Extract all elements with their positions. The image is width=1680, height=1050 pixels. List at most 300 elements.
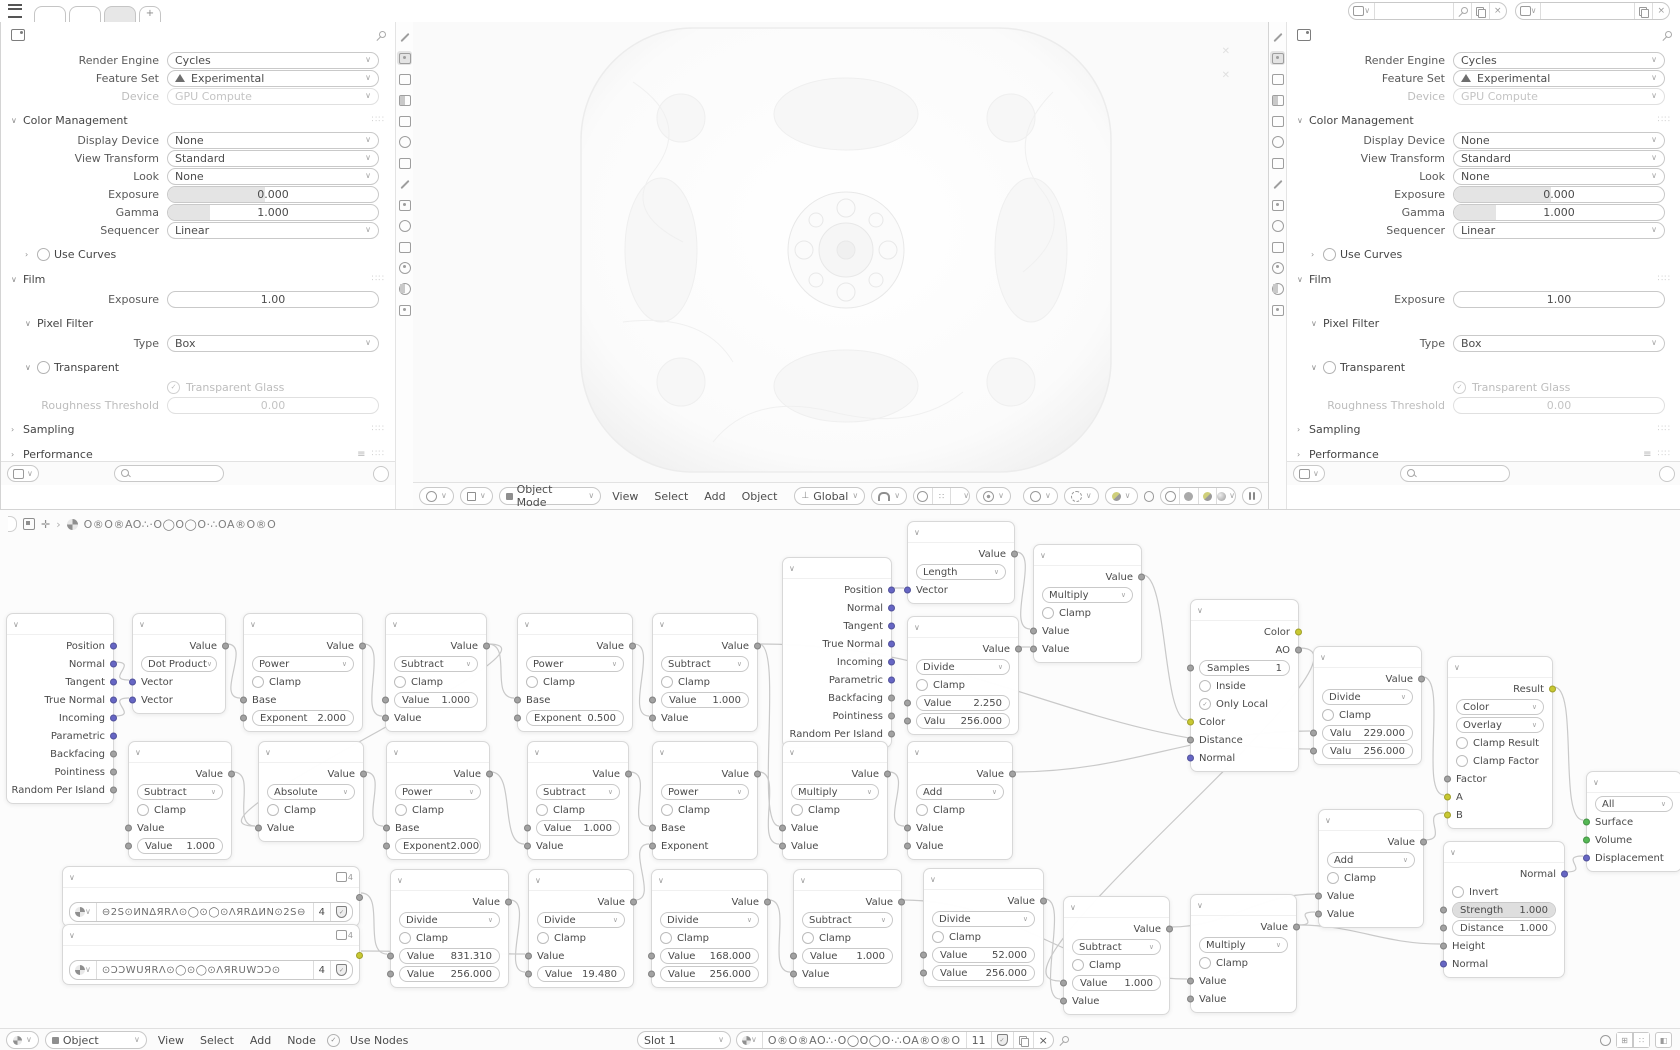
look-field[interactable]: [167, 168, 379, 185]
node-header[interactable]: [924, 869, 1043, 890]
node-header[interactable]: [908, 522, 1014, 543]
chevron-down-icon[interactable]: ∨: [963, 491, 970, 500]
collapse-icon[interactable]: ∨: [1040, 550, 1046, 560]
transparent-checkbox[interactable]: [37, 361, 50, 374]
output-socket[interactable]: [110, 733, 117, 740]
output-socket[interactable]: [888, 695, 895, 702]
value-value-field[interactable]: [537, 966, 625, 982]
properties-tab-world[interactable]: [1270, 135, 1285, 149]
divide-select[interactable]: [537, 912, 625, 928]
render-engine-field[interactable]: [1453, 52, 1665, 69]
valu-value-field[interactable]: [1322, 743, 1413, 759]
input-socket[interactable]: [382, 715, 389, 722]
clamp-checkbox[interactable]: [791, 804, 803, 816]
collapse-icon[interactable]: ∨: [1070, 902, 1076, 912]
node-header[interactable]: [1314, 647, 1421, 668]
gamma-field[interactable]: [1453, 204, 1665, 221]
clamp-checkbox[interactable]: [661, 804, 673, 816]
view-layer-name-field[interactable]: [1541, 3, 1635, 19]
node-header[interactable]: [1319, 810, 1423, 831]
collapse-icon[interactable]: ∨: [535, 875, 541, 885]
properties-tab-constraints[interactable]: [1270, 240, 1285, 254]
input-socket[interactable]: [1583, 837, 1590, 844]
clamp-checkbox[interactable]: [399, 932, 411, 944]
properties-tab-texture[interactable]: [397, 303, 412, 317]
input-socket[interactable]: [1187, 719, 1194, 726]
overlay-toggle-icon[interactable]: ◧: [1655, 1032, 1672, 1048]
collapse-icon[interactable]: ∨: [789, 563, 795, 573]
inside-checkbox[interactable]: [1199, 680, 1211, 692]
slot-selector[interactable]: Slot 1 ∨: [637, 1031, 731, 1049]
input-socket[interactable]: [129, 697, 136, 704]
node-header[interactable]: [1034, 545, 1141, 566]
properties-tab-constraints[interactable]: [397, 240, 412, 254]
input-socket[interactable]: [514, 715, 521, 722]
node-sub3[interactable]: [793, 869, 902, 988]
length-select[interactable]: [916, 564, 1006, 580]
output-socket[interactable]: [898, 899, 905, 906]
collapse-icon[interactable]: ∨: [1197, 900, 1203, 910]
collapse-icon[interactable]: ∨: [1454, 662, 1460, 672]
clamp-checkbox[interactable]: [395, 804, 407, 816]
properties-tab-scene[interactable]: [397, 114, 412, 128]
output-socket[interactable]: [483, 643, 490, 650]
exponent-value-field[interactable]: [526, 710, 624, 726]
properties-tab-world[interactable]: [397, 135, 412, 149]
input-socket[interactable]: [1440, 907, 1447, 914]
node-len1[interactable]: [907, 521, 1015, 604]
clamp-checkbox[interactable]: [537, 932, 549, 944]
section-header-pixel-filter[interactable]: [1311, 314, 1671, 332]
properties-tab-render[interactable]: [397, 51, 412, 65]
transparent-glass-checkbox[interactable]: [1453, 379, 1665, 395]
node-header[interactable]: [653, 742, 757, 763]
properties-tab-render[interactable]: [1270, 51, 1285, 65]
collapse-icon[interactable]: ∨: [914, 527, 920, 537]
input-socket[interactable]: [1315, 911, 1322, 918]
input-socket[interactable]: [1187, 665, 1194, 672]
output-socket[interactable]: [888, 659, 895, 666]
output-socket[interactable]: [884, 771, 891, 778]
collapse-icon[interactable]: ∨: [914, 622, 920, 632]
properties-tab-particles[interactable]: [1270, 198, 1285, 212]
input-socket[interactable]: [383, 825, 390, 832]
subtract-select[interactable]: [802, 912, 893, 928]
workspace-tab-active[interactable]: [104, 6, 136, 22]
input-socket[interactable]: [1444, 794, 1451, 801]
input-socket[interactable]: [1444, 812, 1451, 819]
input-socket[interactable]: [920, 970, 927, 977]
output-socket[interactable]: [110, 751, 117, 758]
node-header[interactable]: [259, 742, 363, 763]
fake-user-shield-icon[interactable]: ✓: [992, 1032, 1014, 1048]
node-header[interactable]: [63, 925, 359, 946]
multiply-select[interactable]: [791, 784, 879, 800]
input-socket[interactable]: [904, 718, 911, 725]
snap-grid-icon[interactable]: ∷: [933, 488, 952, 504]
input-socket[interactable]: [648, 953, 655, 960]
options-button[interactable]: [1659, 466, 1675, 482]
fake-user-shield-icon[interactable]: ✓: [331, 903, 352, 921]
node-header[interactable]: [794, 870, 901, 891]
input-socket[interactable]: [649, 697, 656, 704]
value-value-field[interactable]: [536, 820, 620, 836]
input-socket[interactable]: [129, 679, 136, 686]
power-select[interactable]: [526, 656, 624, 672]
use-curves-checkbox[interactable]: [1323, 248, 1336, 261]
overlay-select[interactable]: [1456, 717, 1544, 733]
input-socket[interactable]: [525, 971, 532, 978]
input-socket[interactable]: [383, 843, 390, 850]
editor-type-button[interactable]: ∨: [419, 487, 454, 505]
snap-rotate-icon[interactable]: [914, 488, 933, 504]
editor-type-button[interactable]: ∨: [7, 465, 39, 482]
pin-icon[interactable]: [1662, 31, 1671, 40]
collapse-icon[interactable]: ∨: [139, 619, 145, 629]
output-socket[interactable]: [1293, 924, 1300, 931]
users-count[interactable]: 4: [314, 961, 331, 979]
node-header[interactable]: [908, 617, 1018, 638]
output-socket[interactable]: [1418, 676, 1425, 683]
shader-node-editor[interactable]: [0, 509, 1680, 1050]
output-socket[interactable]: [110, 679, 117, 686]
add-workspace-button[interactable]: +: [139, 6, 161, 22]
node-header[interactable]: [783, 558, 891, 579]
node-header[interactable]: [244, 614, 362, 635]
scene-name-field[interactable]: [1375, 3, 1454, 19]
properties-tab-modifiers[interactable]: [1270, 177, 1285, 191]
menu-select[interactable]: Select: [199, 1033, 234, 1047]
output-socket[interactable]: [888, 623, 895, 630]
collapse-icon[interactable]: ∨: [69, 872, 75, 882]
node-add2[interactable]: [1318, 809, 1424, 928]
output-socket[interactable]: [1295, 647, 1302, 654]
node-sub4[interactable]: [1063, 896, 1170, 1015]
input-socket[interactable]: [1310, 748, 1317, 755]
input-socket[interactable]: [240, 697, 247, 704]
input-socket[interactable]: [904, 587, 911, 594]
material-datablock[interactable]: [736, 1031, 1054, 1049]
type-field[interactable]: [167, 335, 379, 352]
render-pause-button[interactable]: [1242, 487, 1262, 505]
material-icon[interactable]: ∨: [70, 903, 97, 921]
samples-value-field[interactable]: [1199, 660, 1290, 676]
properties-tab-object-data[interactable]: [1270, 261, 1285, 275]
collapse-icon[interactable]: ∨: [914, 747, 920, 757]
node-r2b[interactable]: [258, 741, 364, 842]
node-bump[interactable]: [1443, 841, 1565, 978]
datablock-name-field[interactable]: ⊙ƆƆWUЯRΛ⊙◯⊙◯⊙ΛЯRUWƆƆ⊙: [97, 961, 314, 979]
divide-select[interactable]: [932, 911, 1035, 927]
clamp-checkbox[interactable]: [1327, 872, 1339, 884]
node-header[interactable]: [1448, 657, 1552, 678]
menu-add[interactable]: Add: [704, 489, 726, 503]
options-button[interactable]: [373, 466, 389, 482]
properties-tab-output[interactable]: [397, 72, 412, 86]
properties-tab-scene[interactable]: [1270, 114, 1285, 128]
output-socket[interactable]: [110, 769, 117, 776]
output-socket[interactable]: [629, 643, 636, 650]
shader-type-selector[interactable]: Object ∨: [45, 1031, 147, 1049]
only-local-checkbox[interactable]: ✓: [1199, 698, 1211, 710]
node-header[interactable]: [1191, 895, 1296, 916]
interaction-mode-icon[interactable]: ∨: [460, 487, 493, 505]
menu-object[interactable]: Object: [741, 489, 778, 503]
node-header[interactable]: [1064, 897, 1169, 918]
node-mout[interactable]: [1586, 771, 1680, 872]
clamp-checkbox[interactable]: [916, 679, 928, 691]
output-socket[interactable]: [888, 587, 895, 594]
copy-icon[interactable]: [1014, 1032, 1034, 1048]
clamp-checkbox[interactable]: [1072, 959, 1084, 971]
output-socket[interactable]: [222, 643, 229, 650]
input-socket[interactable]: [649, 843, 656, 850]
divide-select[interactable]: [916, 659, 1010, 675]
section-header-color-management[interactable]: [11, 111, 385, 129]
pin-icon[interactable]: [1454, 3, 1472, 19]
input-socket[interactable]: [779, 825, 786, 832]
shading-rendered-icon[interactable]: ∨: [1217, 488, 1235, 504]
section-header-pixel-filter[interactable]: [25, 314, 385, 332]
output-socket[interactable]: [1011, 551, 1018, 558]
collapse-icon[interactable]: ∨: [658, 875, 664, 885]
look-field[interactable]: [1453, 168, 1665, 185]
output-socket[interactable]: [1166, 926, 1173, 933]
collapse-icon[interactable]: ∨: [659, 619, 665, 629]
node-r2e[interactable]: [652, 741, 758, 860]
invert-checkbox[interactable]: [1452, 886, 1464, 898]
collapse-icon[interactable]: ∨: [13, 619, 19, 629]
output-socket[interactable]: [1561, 871, 1568, 878]
exponent-value-field[interactable]: [395, 838, 481, 854]
clamp-checkbox[interactable]: [932, 931, 944, 943]
properties-tab-tool[interactable]: [1270, 30, 1285, 44]
pin-icon[interactable]: [1059, 1036, 1068, 1045]
section-header-film[interactable]: [1297, 270, 1671, 288]
add-select[interactable]: [1327, 852, 1415, 868]
node-header[interactable]: [133, 614, 225, 635]
snap-element-group[interactable]: [1616, 1032, 1650, 1048]
node-header[interactable]: [129, 742, 231, 763]
close-icon[interactable]: ×: [1038, 1033, 1048, 1047]
editor-type-button[interactable]: [8, 516, 17, 532]
view-transform-field[interactable]: [167, 150, 379, 167]
workspace-tab[interactable]: [34, 6, 66, 22]
node-script1[interactable]: [62, 866, 360, 927]
output-socket[interactable]: [764, 899, 771, 906]
power-select[interactable]: [395, 784, 481, 800]
input-socket[interactable]: [904, 825, 911, 832]
exposure-field[interactable]: [167, 186, 379, 203]
output-socket[interactable]: [110, 715, 117, 722]
section-header-use-curves[interactable]: [1311, 245, 1671, 263]
output-socket[interactable]: [1009, 771, 1016, 778]
properties-tab-object[interactable]: [397, 156, 412, 170]
users-count[interactable]: 4: [314, 903, 331, 921]
output-socket[interactable]: [888, 641, 895, 648]
use-nodes-checkbox[interactable]: ✓ Use Nodes: [327, 1034, 409, 1047]
node-d168[interactable]: [651, 869, 768, 988]
collapse-icon[interactable]: ∨: [1450, 847, 1456, 857]
transform-orientation[interactable]: ⊥ Global ∨: [794, 487, 865, 505]
clamp-checkbox[interactable]: [526, 676, 538, 688]
subtract-select[interactable]: [536, 784, 620, 800]
properties-tab-material[interactable]: [1270, 282, 1285, 296]
properties-tab-physics[interactable]: [397, 219, 412, 233]
input-socket[interactable]: [387, 971, 394, 978]
node-canvas[interactable]: [0, 510, 1680, 1029]
node-r2d[interactable]: [527, 741, 629, 860]
view-layer-icon[interactable]: ∨: [1516, 3, 1542, 19]
sequencer-field[interactable]: [1453, 222, 1665, 239]
input-socket[interactable]: [1310, 730, 1317, 737]
output-socket[interactable]: [1295, 629, 1302, 636]
collapse-icon[interactable]: ∨: [69, 930, 75, 940]
material-users-count[interactable]: 11: [967, 1032, 992, 1048]
clamp-checkbox[interactable]: [1322, 709, 1334, 721]
shading-material-icon[interactable]: [1199, 488, 1218, 504]
clamp-checkbox[interactable]: [252, 676, 264, 688]
output-socket[interactable]: [110, 787, 117, 794]
output-socket[interactable]: [888, 731, 895, 738]
value-value-field[interactable]: [1072, 975, 1161, 991]
node-header[interactable]: [391, 870, 508, 891]
output-socket[interactable]: [110, 661, 117, 668]
collapse-icon[interactable]: ∨: [392, 619, 398, 629]
display-device-field[interactable]: [167, 132, 379, 149]
output-socket[interactable]: [228, 771, 235, 778]
clamp-checkbox[interactable]: [394, 676, 406, 688]
input-socket[interactable]: [1060, 980, 1067, 987]
grid-snap-icon[interactable]: ⊞: [1616, 1032, 1633, 1048]
collapse-icon[interactable]: ∨: [1320, 652, 1326, 662]
input-socket[interactable]: [1187, 996, 1194, 1003]
nav-gizmo-icon[interactable]: ✕: [1221, 46, 1230, 57]
snap-toggle-icon[interactable]: [1600, 1035, 1611, 1046]
output-socket[interactable]: [1138, 574, 1145, 581]
value-value-field[interactable]: [399, 966, 500, 982]
collapse-icon[interactable]: ∨: [789, 747, 795, 757]
properties-tab-modifiers[interactable]: [397, 177, 412, 191]
collapse-icon[interactable]: ∨: [800, 875, 806, 885]
collapse-icon[interactable]: ∨: [524, 619, 530, 629]
input-socket[interactable]: [1440, 961, 1447, 968]
node-header[interactable]: [908, 742, 1012, 763]
node-r2c[interactable]: [386, 741, 490, 860]
input-socket[interactable]: [514, 697, 521, 704]
properties-tab-object-data[interactable]: [397, 261, 412, 275]
input-socket[interactable]: [1444, 776, 1451, 783]
section-header-sampling[interactable]: [1297, 420, 1671, 438]
properties-tab-tool[interactable]: [397, 30, 412, 44]
material-icon[interactable]: ∨: [737, 1032, 763, 1048]
input-socket[interactable]: [387, 953, 394, 960]
output-socket[interactable]: [754, 643, 761, 650]
collapse-icon[interactable]: ∨: [534, 747, 540, 757]
close-icon[interactable]: ×: [1494, 6, 1502, 16]
node-pow1[interactable]: [243, 613, 363, 732]
scene-datablock[interactable]: [1348, 2, 1506, 20]
color-select[interactable]: [1456, 699, 1544, 715]
input-socket[interactable]: [524, 843, 531, 850]
section-header-color-management[interactable]: [1297, 111, 1671, 129]
properties-tab-particles[interactable]: [397, 198, 412, 212]
node-script2[interactable]: [62, 924, 360, 985]
output-socket[interactable]: [888, 605, 895, 612]
output-socket[interactable]: [630, 899, 637, 906]
input-socket[interactable]: [904, 843, 911, 850]
node-sub1[interactable]: [385, 613, 487, 732]
input-socket[interactable]: [382, 697, 389, 704]
node-mul2[interactable]: [1190, 894, 1297, 1013]
node-geo1[interactable]: [6, 613, 114, 804]
shading-solid-icon[interactable]: [1180, 488, 1199, 504]
dot-product-select[interactable]: [141, 656, 217, 672]
gamma-field[interactable]: [167, 204, 379, 221]
collapse-icon[interactable]: ∨: [135, 747, 141, 757]
power-select[interactable]: [661, 784, 749, 800]
material-icon[interactable]: ∨: [70, 961, 97, 979]
node-header[interactable]: [518, 614, 632, 635]
use-curves-checkbox[interactable]: [37, 248, 50, 261]
copy-icon[interactable]: [1635, 3, 1653, 19]
output-socket[interactable]: [1015, 646, 1022, 653]
node-geo2[interactable]: [782, 557, 892, 748]
value-value-field[interactable]: [932, 947, 1035, 963]
output-socket[interactable]: [1420, 839, 1427, 846]
input-socket[interactable]: [1583, 819, 1590, 826]
mode-selector[interactable]: Object Mode ∨: [499, 487, 602, 505]
input-socket[interactable]: [1315, 893, 1322, 900]
feature-set-field[interactable]: [167, 70, 379, 87]
node-r2a[interactable]: [128, 741, 232, 860]
output-socket[interactable]: [888, 677, 895, 684]
pin-icon[interactable]: [376, 31, 385, 40]
shading-wireframe-icon[interactable]: [1161, 488, 1180, 504]
overlays-button[interactable]: ∨: [1064, 487, 1099, 505]
node-header[interactable]: [1191, 600, 1298, 621]
menu-view[interactable]: View: [157, 1033, 184, 1047]
menu-node[interactable]: Node: [287, 1033, 316, 1047]
collapse-icon[interactable]: ∨: [393, 747, 399, 757]
snap-button[interactable]: ∨: [871, 487, 907, 505]
all-select[interactable]: [1595, 796, 1673, 812]
editor-type-button[interactable]: ∨: [6, 1031, 39, 1049]
output-socket[interactable]: [1040, 898, 1047, 905]
strength-value-field[interactable]: [1452, 902, 1556, 918]
nav-gizmo-icon[interactable]: ✕: [1221, 70, 1230, 81]
valu-value-field[interactable]: [1322, 725, 1413, 741]
distance-value-field[interactable]: [1452, 920, 1556, 936]
roughness-threshold-field[interactable]: [1453, 397, 1665, 414]
node-d19[interactable]: [528, 869, 634, 988]
output-socket[interactable]: [110, 643, 117, 650]
roughness-threshold-field[interactable]: [167, 397, 379, 414]
fake-user-shield-icon[interactable]: ✓: [331, 961, 352, 979]
datablock-selector[interactable]: [69, 960, 353, 980]
value-value-field[interactable]: [394, 692, 478, 708]
node-mix[interactable]: [1447, 656, 1553, 829]
properties-tab-output[interactable]: [1270, 72, 1285, 86]
exposure-field[interactable]: [1453, 291, 1665, 308]
output-socket[interactable]: [359, 643, 366, 650]
collapse-icon[interactable]: ∨: [659, 747, 665, 757]
divide-select[interactable]: [1322, 689, 1413, 705]
value-value-field[interactable]: [932, 965, 1035, 981]
properties-tab-object[interactable]: [1270, 156, 1285, 170]
node-div2[interactable]: [1313, 646, 1422, 765]
collapse-icon[interactable]: ∨: [1593, 777, 1599, 787]
